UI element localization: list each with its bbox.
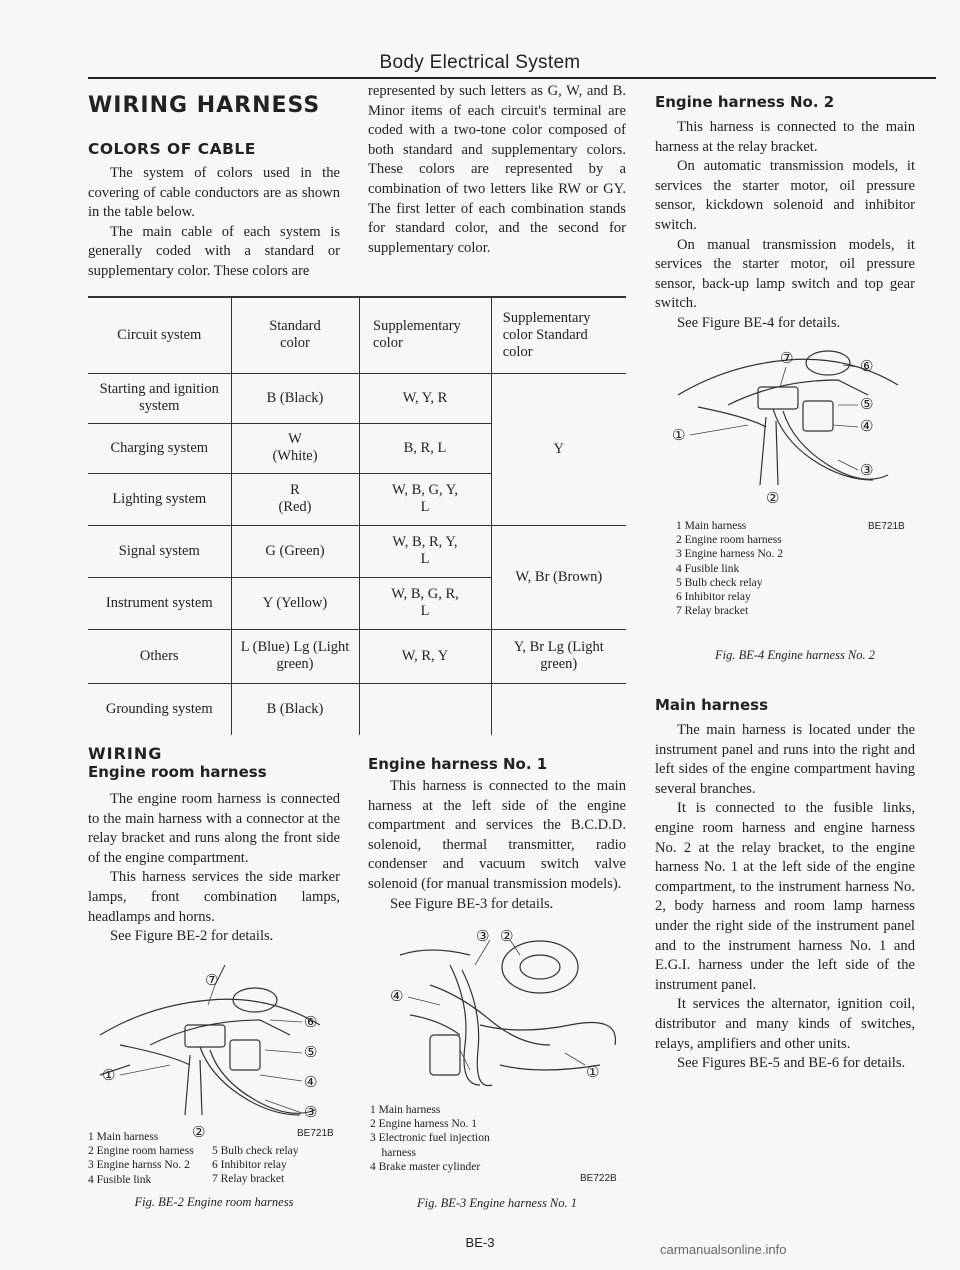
table-cell: W, B, R, Y, L: [359, 525, 491, 577]
paragraph: On automatic transmission models, it services the starter motor, oil pressure sensor, kickdown solenoid and inhibitor switch.: [655, 158, 915, 233]
table-cell: [359, 683, 491, 735]
table-cell: W, Br (Brown): [491, 525, 626, 629]
table-cell: Lighting system: [88, 473, 231, 525]
callout-5: ⑤: [304, 1043, 318, 1061]
col2-top-text: [368, 82, 626, 258]
table-header: Standard color: [231, 297, 359, 373]
paragraph: The main cable of each system is generally coded with a standard or supplementary color. These colors are: [88, 223, 340, 279]
wiring-heading: WIRING: [88, 744, 163, 763]
table-cell: Charging system: [88, 423, 231, 473]
table-cell: W, B, G, R, L: [359, 577, 491, 629]
watermark: carmanualsonline.info: [660, 1242, 787, 1257]
figure-code: BE721B: [297, 1128, 334, 1139]
table-cell: Y: [553, 440, 564, 457]
paragraph: This harness is connected to the main harness at the relay bracket.: [655, 119, 915, 155]
fig4-legend: 1 Main harness 2 Engine room harness 3 Engine harness No. 2 4 Fusible link 5 Bulb check relay 6 Inhibitor relay 7 Relay bracket: [676, 520, 783, 618]
engine-harness-1-heading: Engine harness No. 1: [368, 755, 548, 773]
callout-3: ③: [304, 1103, 318, 1121]
fig2-legend-left: 1 Main harness 2 Engine room harness 3 Engine harnss No. 2 4 Fusible link: [88, 1131, 194, 1186]
callout-6: ⑥: [304, 1013, 318, 1031]
page-header: Body Electrical System: [379, 52, 581, 73]
callout-6: ⑥: [860, 357, 874, 375]
paragraph: It services the alternator, ignition coil, distributor and many kinds of switches, relays, amplifiers and other units.: [655, 996, 915, 1052]
figure-code: BE721B: [868, 521, 905, 532]
fig3-legend: 1 Main harness 2 Engine harness No. 1 3 Electronic fuel injection harness 4 Brake master cylinder: [370, 1104, 490, 1173]
paragraph: The main harness is located under the instrument panel and runs into the right and left sides of the engine compartment having several branches.: [655, 722, 915, 797]
callout-4: ④: [860, 417, 874, 435]
table-cell: Others: [88, 629, 231, 683]
callout-5: ⑤: [860, 395, 874, 413]
table-cell: L (Blue) Lg (Light green): [231, 629, 359, 683]
callout-3: ③: [860, 461, 874, 479]
table-cell: G (Green): [231, 525, 359, 577]
paragraph: On manual transmission models, it services the starter motor, oil pressure sensor, back-up lamp switch and top gear switch.: [655, 236, 915, 312]
callout-2: ②: [766, 489, 780, 505]
header-rule: [88, 77, 936, 79]
paragraph: The system of colors used in the covering of cable conductors are as shown in the table below.: [88, 165, 340, 221]
fig4-caption: Fig. BE-4 Engine harness No. 2: [714, 648, 876, 662]
callout-2: ②: [500, 927, 514, 945]
callout-1: ①: [672, 426, 686, 444]
fig3-caption: Fig. BE-3 Engine harness No. 1: [416, 1196, 578, 1210]
callout-3: ③: [476, 927, 490, 945]
fig2-legend-right: 5 Bulb check relay 6 Inhibitor relay 7 Relay bracket: [212, 1145, 299, 1186]
table-cell: W, B, G, Y, L: [359, 473, 491, 525]
table-cell: Y, Br Lg (Light green): [491, 629, 626, 683]
table-header: Circuit system: [88, 297, 231, 373]
callout-7: ⑦: [205, 971, 219, 989]
engine-room-heading: Engine room harness: [88, 763, 267, 781]
paragraph: See Figures BE-5 and BE-6 for details.: [677, 1055, 906, 1072]
paragraph: See Figure BE-2 for details.: [110, 928, 274, 945]
table-cell: Grounding system: [105, 700, 213, 717]
paragraph: It is connected to the fusible links, engine room harness and engine harness No. 2 at the relay bracket, to the engine harness No. 1 at the left side of the engine compartment, to the instrument harness No. 2, body harness and room lamp harness under the right side of the instrument panel and to the instrument harness No. 1 and E.G.I. harness under the left side of the instrument panel.: [655, 800, 915, 993]
paragraph: The engine room harness is connected to the main harness with a connector at the relay bracket and runs along the front side of the engine compartment.: [88, 791, 340, 866]
engine-harness-1-text: [368, 777, 626, 914]
cable-color-table: [88, 296, 626, 735]
table-cell: W, Y, R: [359, 373, 491, 423]
table-header: Supplementary color: [359, 297, 491, 373]
callout-4: ④: [390, 987, 404, 1005]
paragraph: See Figure BE-3 for details.: [390, 895, 554, 912]
table-row: [88, 297, 626, 373]
engine-room-harness-figure: [90, 965, 340, 1125]
paragraph: This harness services the side marker lamps, front combination lamps, headlamps and horns.: [88, 869, 340, 925]
table-cell: [491, 683, 626, 735]
table-row: [88, 373, 626, 423]
main-harness-heading: Main harness: [655, 696, 768, 714]
paragraph: See Figure BE-4 for details.: [677, 314, 841, 331]
engine-harness-2-figure: [668, 325, 908, 505]
engine-harness-2-text: [655, 118, 915, 334]
table-row: [88, 683, 626, 735]
paragraph: This harness is connected to the main harness at the left side of the engine compartment and services the B.C.D.D. solenoid, thermal transmitter, radio condenser and vacuum switch valve solenoid (for manual transmission models).: [368, 778, 626, 892]
callout-1: ①: [586, 1063, 600, 1081]
table-cell: B, R, L: [359, 423, 491, 473]
fig2-caption: Fig. BE-2 Engine room harness: [134, 1195, 294, 1209]
callout-1: ①: [102, 1066, 116, 1084]
engine-harness-1-figure: [370, 925, 620, 1087]
figure-code: BE722B: [580, 1173, 617, 1184]
engine-room-text: [88, 790, 340, 947]
table-cell: Signal system: [88, 525, 231, 577]
table-header: Supplementary color Standard color: [491, 297, 626, 373]
page-title: WIRING HARNESS: [88, 93, 321, 118]
table-row: [88, 629, 626, 683]
colors-heading: COLORS OF CABLE: [88, 140, 256, 158]
colors-text: [88, 164, 340, 282]
table-row: [88, 525, 626, 577]
callout-4: ④: [304, 1073, 318, 1091]
table-cell: R (Red): [231, 473, 359, 525]
table-cell: W, R, Y: [359, 629, 491, 683]
page-number: BE-3: [465, 1235, 495, 1250]
callout-2: ②: [192, 1123, 206, 1141]
main-harness-text: [655, 721, 915, 1074]
table-cell: Y (Yellow): [231, 577, 359, 629]
table-cell: Starting and ignition system: [88, 373, 231, 423]
table-cell: B (Black): [231, 683, 359, 735]
paragraph: represented by such letters as G, W, and B. Minor items of each circuit's terminal are coded with a two-tone color composed of both standard and supplementary colors. These colors are represented by a combination of two letters like RW or GY. The first letter of each combination stands for standard color, and the second for supplementary color.: [368, 83, 626, 256]
table-cell: B (Black): [231, 373, 359, 423]
table-cell: Instrument system: [88, 577, 231, 629]
table-cell: W (White): [231, 423, 359, 473]
callout-7: ⑦: [780, 349, 794, 367]
engine-harness-2-heading: Engine harness No. 2: [655, 93, 835, 111]
